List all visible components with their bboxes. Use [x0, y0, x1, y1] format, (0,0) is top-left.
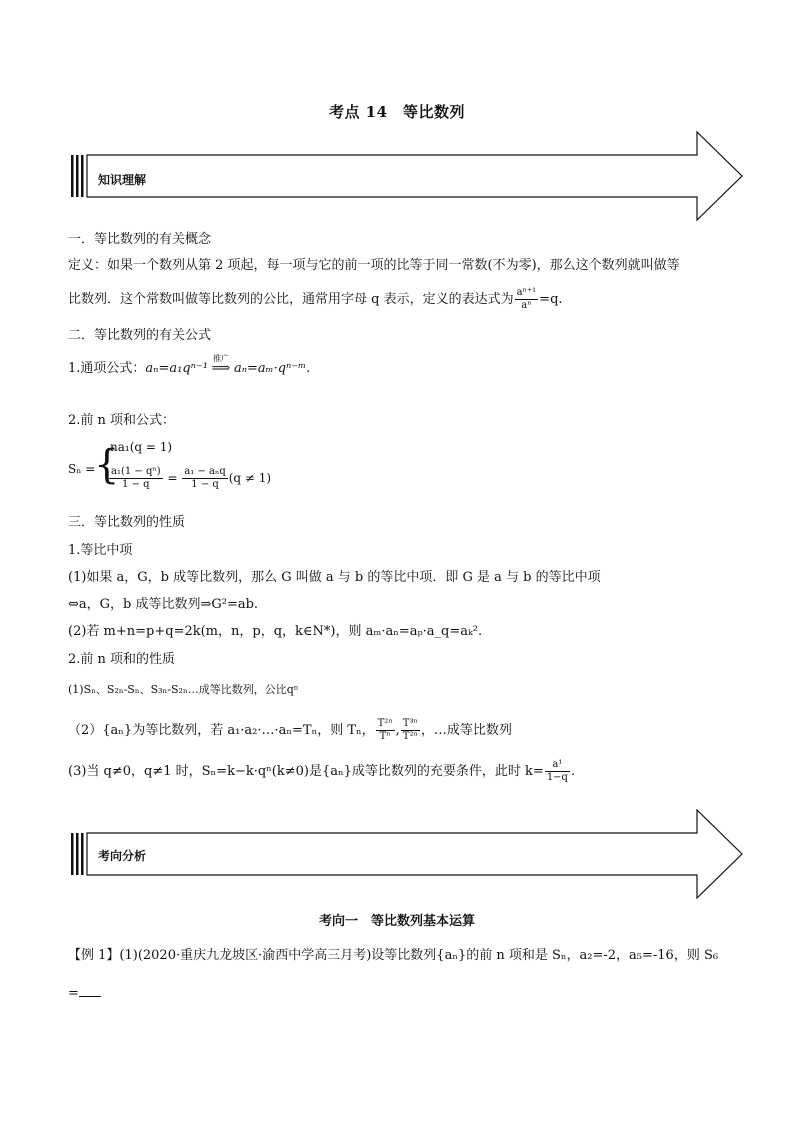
sum-condition: (q ≠ 1) [228, 471, 272, 485]
arrow-banner-icon [70, 131, 744, 221]
general-term-formula [68, 354, 311, 379]
fraction-denominator: aⁿ [521, 300, 532, 311]
section-heading-formulas: 二．等比数列的有关公式 [68, 328, 212, 343]
implies-arrow-icon: 推广 ⟹ [208, 359, 234, 379]
fraction-denominator: 1−q [546, 772, 568, 783]
example-1-line-1: 【例 1】(1)(2020·重庆九龙坡区·渝西中学高三月考)设等比数列{aₙ}的前 n 项和是 Sₙ，a₂=-2，a₅=-16，则 S₆ [68, 948, 719, 963]
definition-line-2 [68, 287, 563, 312]
fraction-numerator: a¹ [545, 759, 570, 772]
sum-formula-label: 2.前 n 项和公式： [68, 413, 176, 428]
property-1-line-3: (2)若 m+n=p+q=2k(m，n，p，q，k∈N*)，则 aₘ·aₙ=aₚ·a_q=aₖ². [68, 624, 483, 639]
banner-label: 知识理解 [98, 173, 147, 187]
page-title: 考点 14 等比数列 [328, 103, 466, 121]
fraction-numerator: T²ⁿ [377, 718, 393, 729]
fraction-numerator: aⁿ⁺¹ [516, 287, 537, 298]
fraction-numerator: a₁(1 − qⁿ) [111, 466, 161, 477]
property-2-line-1: (1)Sₙ、S₂ₙ-Sₙ、S₃ₙ-S₂ₙ…成等比数列，公比qⁿ [68, 683, 299, 696]
definition-tail: =q. [539, 292, 563, 307]
section-heading-properties: 三．等比数列的性质 [68, 515, 186, 530]
sum-fraction-1 [109, 466, 163, 491]
sum-formula [68, 438, 368, 504]
example-1-line-2 [68, 984, 101, 1004]
banner-analysis [70, 809, 744, 899]
k-fraction [545, 759, 570, 784]
property-geometric-mean-title: 1.等比中项 [68, 543, 133, 558]
general-term-formula-b: aₙ=aₘ·qⁿ⁻ᵐ. [233, 361, 311, 376]
example-1-equals: = [68, 986, 79, 1001]
property-2-text: （2）{aₙ}为等比数列，若 a₁·a₂·…·aₙ=Tₙ，则 Tₙ， [68, 723, 375, 738]
general-term-formula-a: aₙ=a₁qⁿ⁻¹ [145, 361, 208, 376]
property-2-line-3 [68, 759, 575, 784]
sum-lhs: Sₙ = [68, 462, 96, 476]
property-2-line-2: （2）{aₙ}为等比数列，若 a₁·a₂·…·aₙ=Tₙ，则 Tₙ， $\frac{\text{T²ⁿ}}{\text{Tⁿ}}$ , $\frac{\text{T³ⁿ}}{\text{T²ⁿ}}$ ，…成等比数列 [68, 718, 512, 742]
left-brace-icon: { [94, 442, 120, 488]
fraction-numerator: a₁ − aₙq [184, 466, 226, 477]
fraction-denominator: Tⁿ [379, 731, 391, 742]
banner-knowledge [70, 131, 744, 221]
fraction-numerator: T³ⁿ [402, 718, 418, 729]
arrow-banner-icon [70, 809, 744, 899]
sum-case-q-equals-1: na₁(q = 1) [110, 440, 173, 454]
fraction-denominator: T²ⁿ [402, 731, 418, 742]
answer-blank[interactable] [79, 984, 101, 997]
property-1-line-1: (1)如果 a，G，b 成等比数列，那么 G 叫做 a 与 b 的等比中项．即 G 是 a 与 b 的等比中项 [68, 570, 601, 585]
definition-fraction [515, 287, 539, 312]
banner-label: 考向分析 [98, 849, 147, 863]
definition-text: 比数列．这个常数叫做等比数列的公比，通常用字母 q 表示，定义的表达式为 [68, 292, 514, 307]
definition-line-1: 定义：如果一个数列从第 2 项起，每一项与它的前一项的比等于同一常数(不为零)，那么这个数列就叫做等 [68, 258, 680, 273]
property-sum-title: 2.前 n 项和的性质 [68, 652, 176, 667]
direction-1-heading: 考向一 等比数列基本运算 [318, 914, 475, 929]
property-2-tail: ，…成等比数列 [420, 723, 512, 738]
arrow-label: 推广 [212, 354, 229, 363]
property-3-text: (3)当 q≠0，q≠1 时，Sₙ=k−k·qⁿ(k≠0)是{aₙ}成等比数列的充要条件，此时 k= [68, 764, 544, 779]
general-term-label: 1.通项公式： [68, 361, 146, 376]
sum-fraction-2 [182, 466, 227, 491]
fraction-denominator: 1 − q [191, 479, 219, 490]
fraction-denominator: 1 − q [122, 479, 150, 490]
property-3-tail: . [570, 764, 576, 779]
product-fraction-1 [376, 718, 395, 743]
property-1-line-2: ⇔a，G，b 成等比数列⇒G²=ab. [68, 597, 259, 612]
sum-case-q-not-1: $\frac{\text{a₁(1 − qⁿ)}}{1 - q}$ = $\frac{\text{a₁ − aₙq}}{1 - q}$ (q ≠ 1) [111, 466, 272, 490]
section-heading-concept: 一．等比数列的有关概念 [68, 232, 212, 247]
product-fraction-2 [401, 718, 420, 743]
